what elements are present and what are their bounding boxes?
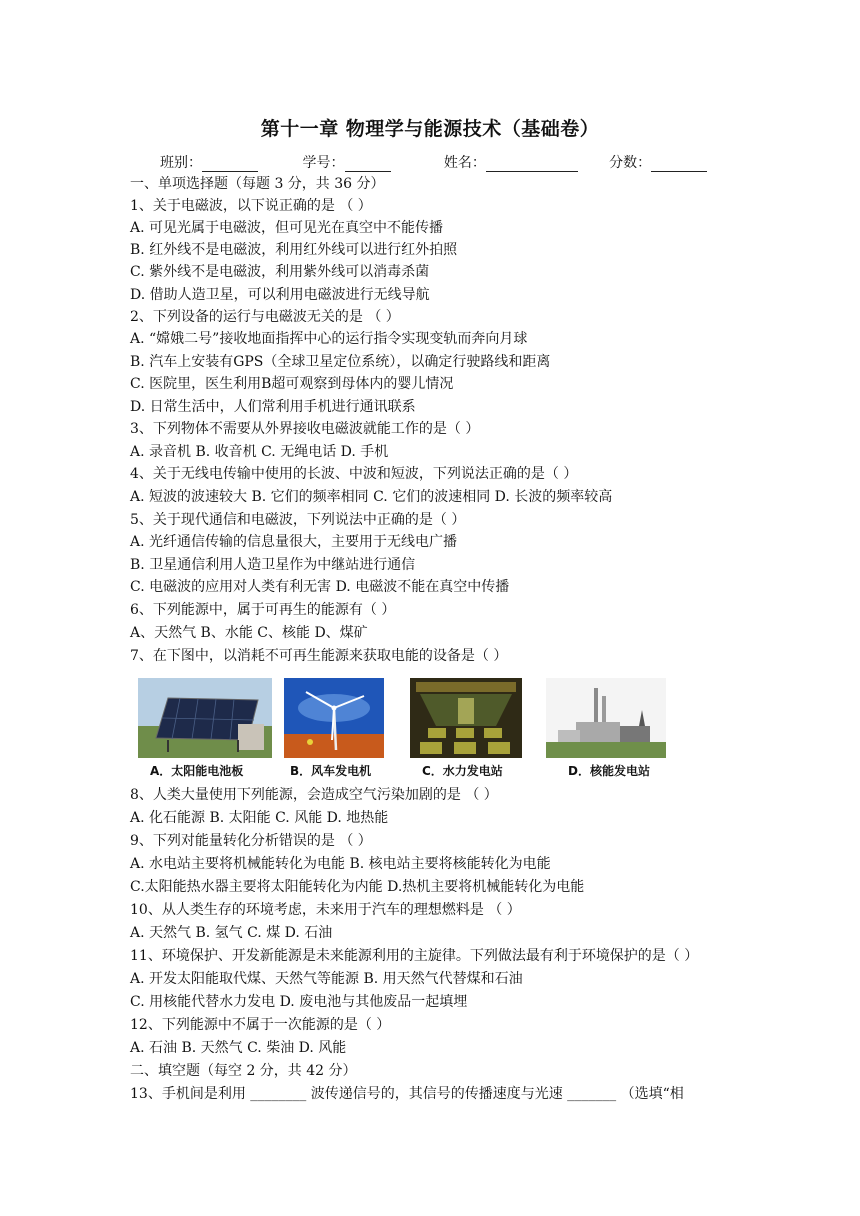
hydro-station-image [410,678,522,758]
solar-panel-image [138,678,272,758]
question-line: 13、手机间是利用 ________ 波传递信号的，其信号的传播速度与光速 _______ （选填“相 [130,1086,684,1102]
question-line: 7、在下图中，以消耗不可再生能源来获取电能的设备是（ ） [130,648,508,664]
question-line: 5、关于现代通信和电磁波，下列说法中正确的是（ ） [130,512,466,528]
option-line: B. 卫星通信利用人造卫星作为中继站进行通信 [130,557,416,573]
class-label: 班别： [160,155,202,171]
option-line: A. 水电站主要将机械能转化为电能 B. 核电站主要将核能转化为电能 [130,856,551,872]
name-label: 姓名： [443,155,486,171]
question-line: 10、从人类生存的环境考虑，未来用于汽车的理想燃料是 （ ） [130,902,521,918]
option-line: C. 紫外线不是电磁波，利用紫外线可以消毒杀菌 [130,264,430,280]
caption-a: A．太阳能电池板 [150,764,244,778]
question-line: 1、关于电磁波，以下说正确的是 （ ） [130,198,372,214]
option-line: C.太阳能热水器主要将太阳能转化为内能 D.热机主要将机械能转化为电能 [130,879,585,895]
nuclear-plant-image [546,678,666,758]
question-line: 9、下列对能量转化分析错误的是 （ ） [130,833,372,849]
option-line: A. 开发太阳能取代煤、天然气等能源 B. 用天然气代替煤和石油 [130,971,523,987]
option-line: A. 短波的波速较大 B. 它们的频率相同 C. 它们的波速相同 D. 长波的频率较高 [130,489,613,505]
option-line: C. 电磁波的应用对人类有利无害 D. 电磁波不能在真空中传播 [130,579,510,595]
caption-b: B．风车发电机 [290,764,372,778]
caption-c: C．水力发电站 [422,764,503,778]
option-line: B. 红外线不是电磁波，利用红外线可以进行红外拍照 [130,242,458,258]
option-line: A. 可见光属于电磁波，但可见光在真空中不能传播 [130,220,444,236]
option-line: A. 录音机 B. 收音机 C. 无绳电话 D. 手机 [130,444,389,460]
option-line: A、天然气 B、水能 C、核能 D、煤矿 [130,625,368,641]
question-line: 11、环境保护、开发新能源是未来能源利用的主旋律。下列做法最有利于环境保护的是（ ） [130,948,699,964]
id-label: 学号： [302,155,345,171]
energy-devices-figure [134,678,674,778]
option-line: A. 化石能源 B. 太阳能 C. 风能 D. 地热能 [130,810,389,826]
option-line: C. 医院里，医生利用B超可观察到母体内的婴儿情况 [130,376,454,392]
question-line: 12、下列能源中不属于一次能源的是（ ） [130,1017,391,1033]
question-line: 3、下列物体不需要从外界接收电磁波就能工作的是（ ） [130,421,480,437]
question-line: 2、下列设备的运行与电磁波无关的是 （ ） [130,309,400,325]
page-title: 第十一章 物理学与能源技术（基础卷） [260,118,600,140]
score-label: 分数： [609,155,652,171]
option-line: A. “嫦娥二号”接收地面指挥中心的运行指令实现变轨而奔向月球 [130,331,528,347]
name-blank [486,157,578,172]
question-line: 8、人类大量使用下列能源，会造成空气污染加剧的是 （ ） [130,787,498,803]
wind-turbine-image [284,678,384,758]
option-line: D. 借助人造卫星，可以利用电磁波进行无线导航 [130,287,430,303]
caption-d: D．核能发电站 [568,764,650,778]
option-line: B. 汽车上安装有GPS（全球卫星定位系统），以确定行驶路线和距离 [130,354,551,370]
section-heading: 二、填空题（每空 2 分，共 42 分） [130,1063,357,1079]
option-line: D. 日常生活中，人们常利用手机进行通讯联系 [130,399,416,415]
section-heading: 一、单项选择题（每题 3 分，共 36 分） [130,176,385,192]
id-blank [345,157,391,172]
question-line: 6、下列能源中，属于可再生的能源有（ ） [130,602,396,618]
question-line: 4、关于无线电传输中使用的长波、中波和短波，下列说法正确的是（ ） [130,466,578,482]
option-line: A. 石油 B. 天然气 C. 柴油 D. 风能 [130,1040,347,1056]
score-blank [651,157,707,172]
option-line: A. 光纤通信传输的信息量很大，主要用于无线电广播 [130,534,458,550]
option-line: A. 天然气 B. 氢气 C. 煤 D. 石油 [130,925,333,941]
option-line: C. 用核能代替水力发电 D. 废电池与其他废品一起填埋 [130,994,468,1010]
class-blank [202,157,258,172]
student-info-row [160,152,707,172]
